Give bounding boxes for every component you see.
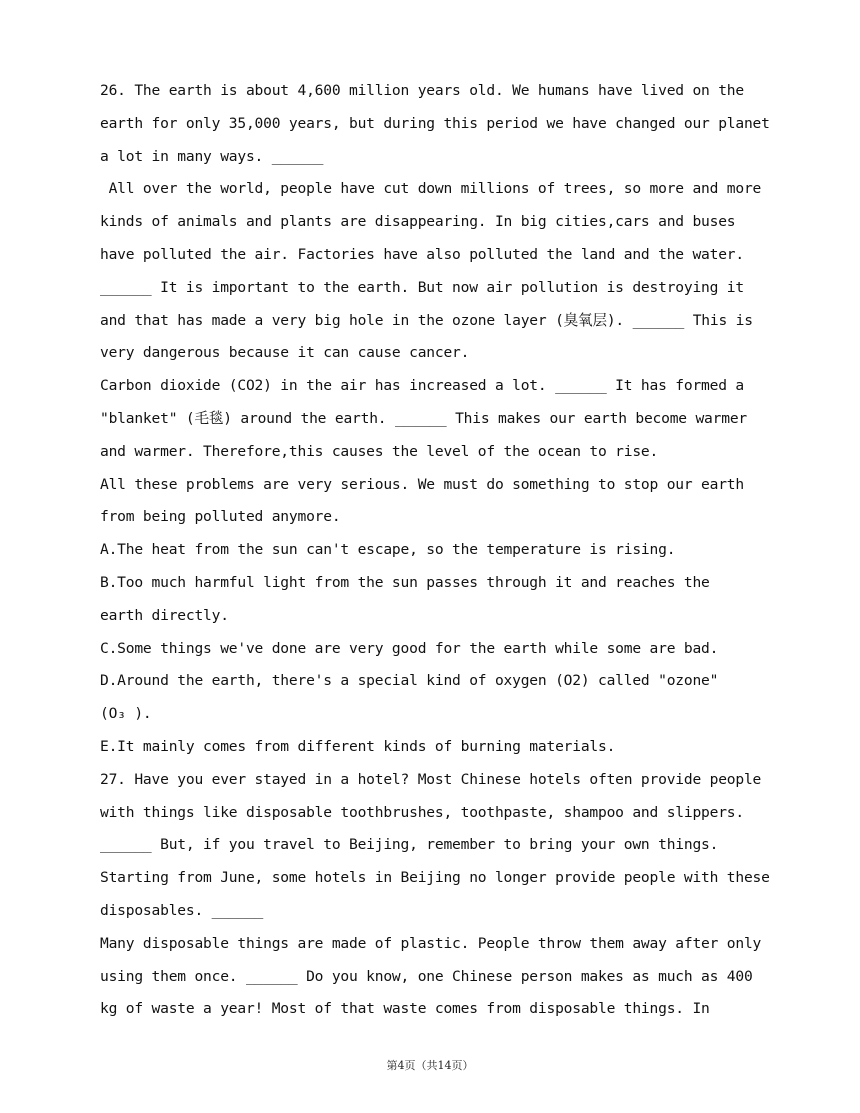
text-line: All over the world, people have cut down millions of trees, so more and more [100, 180, 762, 198]
text-line: kinds of animals and plants are disappearing. In big cities,cars and buses [100, 213, 736, 231]
text-line: (O₃ ). [100, 705, 152, 723]
option-d: D.Around the earth, there's a special kind of oxygen (O2) called "ozone" [100, 672, 719, 690]
text-line: 27. Have you ever stayed in a hotel? Most Chinese hotels often provide people [100, 770, 762, 788]
text-line: from being polluted anymore. [100, 508, 341, 526]
text-line: have polluted the air. Factories have also polluted the land and the water. [100, 245, 744, 263]
text-line: ______ It is important to the earth. But now air pollution is destroying it [100, 278, 744, 296]
text-line: and warmer. Therefore,this causes the level of the ocean to rise. [100, 442, 659, 460]
text-line: Starting from June, some hotels in Beijing no longer provide people with these [100, 869, 770, 887]
text-line: All these problems are very serious. We must do something to stop our earth [100, 475, 744, 493]
text-line: a lot in many ways. ______ [100, 147, 324, 165]
option-e: E.It mainly comes from different kinds of burning materials. [100, 737, 616, 755]
text-line: and that has made a very big hole in the ozone layer (臭氧层). ______ This is [100, 311, 753, 329]
text-line: Carbon dioxide (CO2) in the air has increased a lot. ______ It has formed a [100, 377, 744, 395]
text-line: earth for only 35,000 years, but during this period we have changed our planet [100, 114, 770, 132]
document-page [100, 75, 770, 1026]
text-line: ______ But, if you travel to Beijing, remember to bring your own things. [100, 836, 719, 854]
text-line: earth directly. [100, 606, 229, 624]
option-a: A.The heat from the sun can't escape, so the temperature is rising. [100, 541, 676, 559]
text-line: 26. The earth is about 4,600 million years old. We humans have lived on the [100, 82, 744, 99]
text-line: Many disposable things are made of plastic. People throw them away after only [100, 934, 762, 952]
option-b: B.Too much harmful light from the sun passes through it and reaches the [100, 573, 710, 591]
page-footer: 第4页（共14页） [386, 1059, 474, 1072]
text-line: very dangerous because it can cause cancer. [100, 344, 470, 362]
text-line: kg of waste a year! Most of that waste comes from disposable things. In [100, 1000, 710, 1018]
option-c: C.Some things we've done are very good for the earth while some are bad. [100, 639, 719, 657]
text-line: disposables. ______ [100, 901, 264, 919]
text-line: using them once. ______ Do you know, one Chinese person makes as much as 400 [100, 967, 753, 985]
text-line: with things like disposable toothbrushes, toothpaste, shampoo and slippers. [100, 803, 744, 821]
text-line: "blanket" (毛毯) around the earth. ______ This makes our earth become warmer [100, 409, 747, 427]
